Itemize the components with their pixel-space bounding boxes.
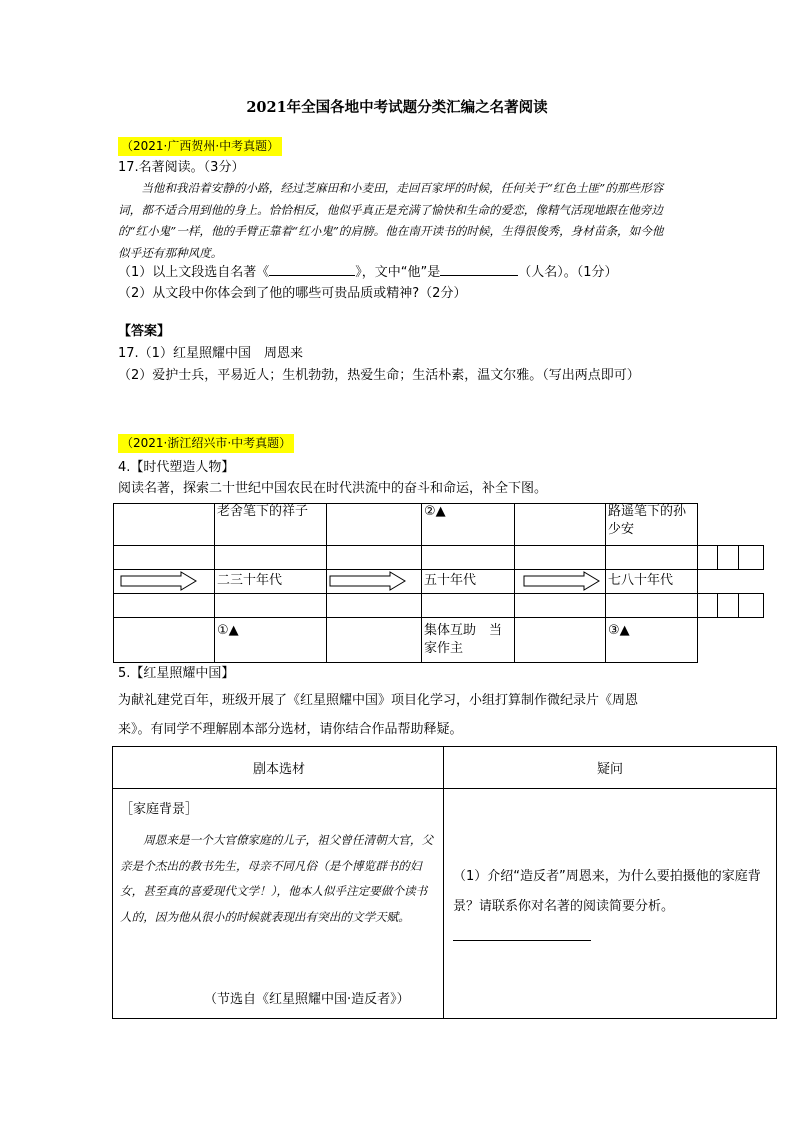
q5-title: 5.【红星照耀中国】: [118, 666, 235, 681]
answer-label: 【答案】: [118, 324, 171, 339]
arrow-right-icon: [121, 572, 196, 590]
cell-blank-3[interactable]: ③▲: [608, 623, 630, 638]
family-background-label: ［家庭背景］: [120, 802, 199, 817]
source-tag: （2021·广西贺州·中考真题）: [118, 137, 282, 156]
cell-era-1: 二三十年代: [217, 573, 283, 588]
source-citation: （节选自《红星照耀中国·造反者》）: [204, 992, 410, 1007]
cell-xiangzi: 老舍笔下的祥子: [217, 504, 309, 519]
question-1: [118, 262, 618, 283]
cell-era-2: 五十年代: [424, 573, 477, 588]
family-background-passage: 周恩来是一个大官僚家庭的儿子，祖父曾任清朝大官，父亲是个杰出的教书先生，母亲不同凡俗（是个博览群书的妇女，甚至真的喜爱现代文学！），他本人似乎注定要做个读书人的，因为他从很小的时候就表现出有突出的文学天赋。: [120, 833, 434, 924]
answer-blank-line[interactable]: [453, 940, 591, 941]
table-header-question: 疑问: [596, 762, 623, 777]
question-2: （2）从文段中你体会到了他的哪些可贵品质或精神?（2分）: [118, 286, 467, 301]
source-tag-2: （2021·浙江绍兴市·中考真题）: [118, 434, 294, 453]
page-title: 2021年全国各地中考试题分类汇编之名著阅读: [246, 99, 548, 116]
q5-text-1: 为献礼建党百年，班级开展了《红星照耀中国》项目化学习，小组打算制作微纪录片《周恩: [118, 693, 639, 708]
q4-title: 4.【时代塑造人物】: [118, 460, 235, 475]
answer-line-2: （2）爱护士兵，平易近人；生机勃勃，热爱生命；生活朴素，温文尔雅。（写出两点即可）: [118, 368, 640, 383]
q1-middle: 》，文中“他”是: [355, 265, 441, 280]
answer-line-1: 17.（1）红星照耀中国 周恩来: [118, 346, 303, 361]
q1-suffix: （人名）。（1分）: [518, 265, 618, 280]
cell-blank-1[interactable]: ①▲: [217, 623, 239, 638]
cell-sun-shaoan: 路遥笔下的孙少安: [608, 504, 687, 537]
question-background: （1）介绍“造反者”周恩来，为什么要拍摄他的家庭背景？请联系你对名著的阅读简要分析。: [453, 869, 761, 914]
person-blank[interactable]: [440, 262, 518, 276]
book-blank[interactable]: [269, 262, 355, 276]
cell-collective: 集体互助 当家作主: [424, 623, 503, 656]
q5-text-2: 来》。有同学不理解剧本部分选材，请你结合作品帮助释疑。: [118, 722, 463, 737]
cell-era-3: 七八十年代: [608, 573, 674, 588]
arrow-right-icon: [524, 572, 599, 590]
q4-text: 阅读名著，探索二十世纪中国农民在时代洪流中的奋斗和命运，补全下图。: [118, 481, 548, 496]
question-title: 17.名著阅读。（3分）: [118, 160, 245, 175]
reading-passage: 当他和我沿着安静的小路，经过芝麻田和小麦田，走回百家坪的时候，任何关于“红色土匪”的那些形容词，都不适合用到他的身上。恰恰相反，他似乎真正是充满了愉快和生命的爱恋，像精气活现地跟在他旁边的“红小鬼”一样，他的手臂正靠着“红小鬼”的肩膀。他在南开读书的时候，生得很俊秀，身材苗条，如今他似乎还有那种风度。: [118, 181, 664, 260]
table-header-script: 剧本选材: [252, 762, 305, 777]
q1-prefix: （1）以上文段选自名著《: [118, 265, 270, 280]
cell-blank-2[interactable]: ②▲: [424, 504, 446, 519]
arrow-right-icon: [330, 572, 405, 590]
